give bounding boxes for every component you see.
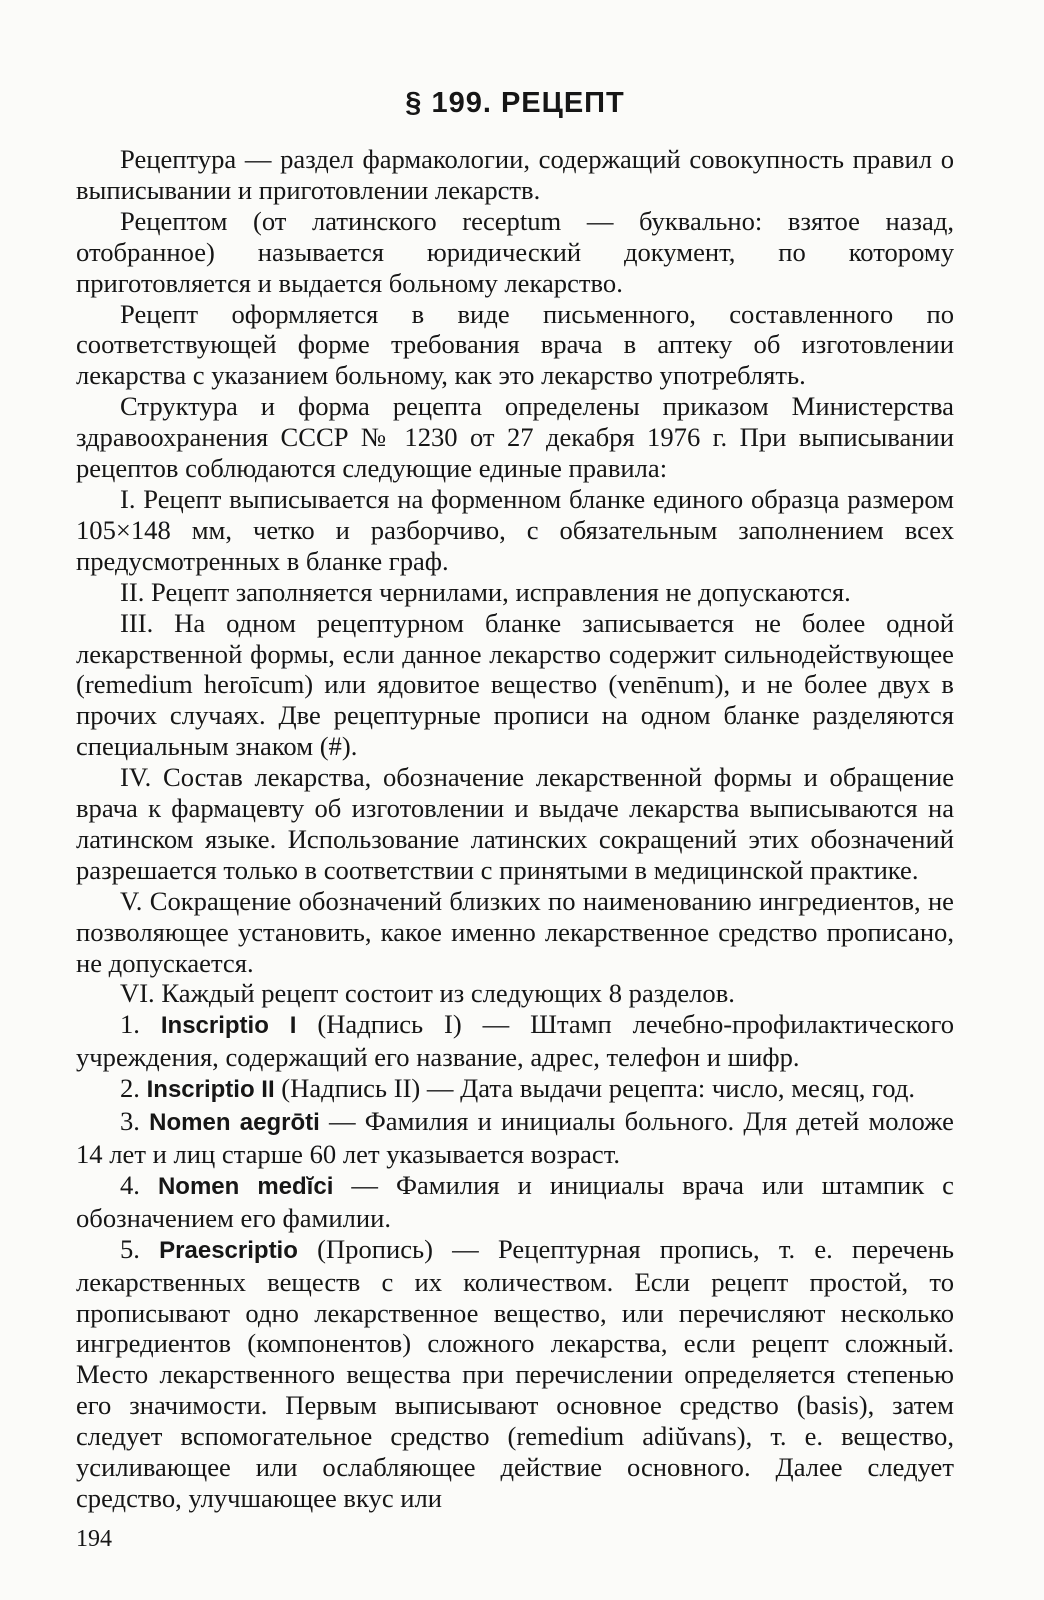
section-number: 4. [120,1169,140,1200]
section-text: (Пропись) — Рецептурная пропись, т. е. перечень лекарственных веществ с их количеством. Если рецепт простой, то прописывают одно лекарственное вещество, или перечисляют несколько ингредиентов (компонентов) сложного лекарства, если рецепт сложный. Место лекарственного вещества при перечислении определяется степенью его значимости. Первым выписывают основное средство (basis), затем следует вспомогательное средство (remedium adiŭvans), т. е. вещество, усиливающее или ослабляющее действие основного. Далее следует средство, улучшающее вкус или [76,1233,954,1513]
paragraph-recipe-definition: Рецептом (от латинского receptum — буквально: взятое назад, отобранное) называется юридический документ, по которому приготовляется и выдается больному лекарство. [76,205,954,298]
section-number: 5. [120,1233,140,1264]
section-number: 3. [120,1106,140,1137]
recipe-section-2 [76,1073,954,1106]
recipe-section-3 [76,1106,954,1170]
latin-term: Nomen medĭci [157,1172,334,1200]
rule-2: II. Рецепт заполняется чернилами, исправления не допускаются. [120,576,851,607]
recipe-section-4 [76,1170,954,1234]
section-text: (Надпись II) — Дата выдачи рецепта: число, месяц, год. [274,1073,916,1104]
section-text: — Фамилия и инициалы больного. Для детей моложе 14 лет и лиц старше 60 лет указывается возраст. [76,1106,954,1169]
rule-4: IV. Состав лекарства, обозначение лекарственной формы и обращение врача к фармацевту об изготовлении и выдаче лекарства выписываются на латинском языке. Использование латинских сокращений этих обозначений разрешается только в соответствии с принятыми в медицинской практике. [76,762,954,885]
page-content [76,84,954,1514]
page-number: 194 [76,1526,112,1552]
rule-5: V. Сокращение обозначений близких по наименованию ингредиентов, не позволяющее установить, какое именно лекарственное средство прописано, не допускается. [76,885,954,978]
body-text [76,144,954,1514]
latin-term: Inscriptio II [146,1076,275,1104]
section-text: (Надпись I) — Штамп лечебно-профилактического учреждения, содержащий его название, адрес, телефон и шифр. [76,1009,954,1073]
rule-1: I. Рецепт выписывается на форменном бланке единого образца размером 105×148 мм, четко и разборчиво, с обязательным заполнением всех предусмотренных в бланке граф. [76,483,954,576]
paragraph-structure: Структура и форма рецепта определены приказом Министерства здравоохранения СССР № 1230 от 27 декабря 1976 г. При выписывании рецептов соблюдаются следующие единые правила: [76,391,954,484]
latin-term: Inscriptio I [160,1012,297,1040]
paragraph-recipe-form: Рецепт оформляется в виде письменного, составленного по соответствующей форме требования врача в аптеку об изготовлении лекарства с указанием больному, как это лекарство употреблять. [76,298,954,391]
paragraph-definition: Рецептура — раздел фармакологии, содержащий совокупность правил о выписывании и приготовлении лекарств. [76,144,954,205]
section-number: 2. [120,1073,140,1104]
recipe-section-1 [76,1009,954,1073]
latin-term: Nomen aegrōti [149,1109,320,1137]
latin-term: Praescriptio [159,1236,298,1264]
rule-3: III. На одном рецептурном бланке записывается не более одной лекарственной формы, если данное лекарство содержит сильнодействующее (remedium heroīcum) или ядовитое вещество (venēnum), и не более двух в прочих случаях. Две рецептурные прописи на одном бланке разделяются специальным знаком (#). [76,607,954,762]
section-text: — Фамилия и инициалы врача или штампик с обозначением его фамилии. [76,1169,954,1233]
section-title: § 199. РЕЦЕПТ [405,87,625,119]
section-number: 1. [120,1009,140,1040]
rule-6: VI. Каждый рецепт состоит из следующих 8 разделов. [120,978,735,1009]
recipe-section-5 [76,1234,954,1514]
